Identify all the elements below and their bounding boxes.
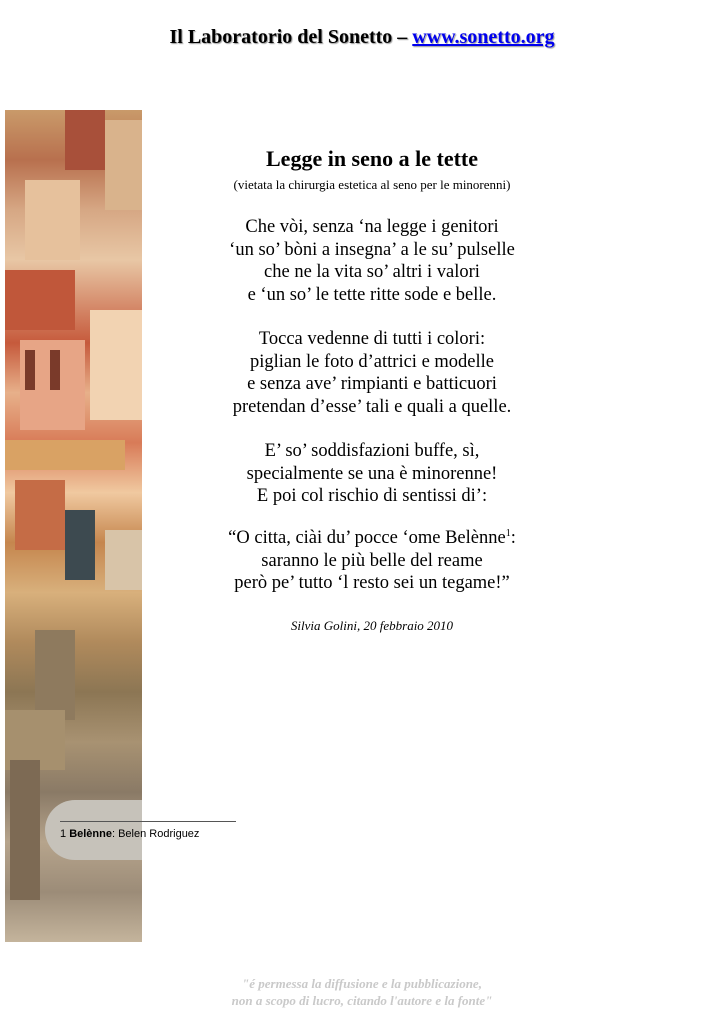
verse-line: ‘un so’ bòni a insegna’ a le su’ pulselle [229,239,515,260]
license-line: non a scopo di lucro, citando l'autore e la fonte" [231,993,493,1008]
footnote-number: 1 [60,828,67,840]
fresco-illustration [5,110,142,942]
stanza-1 [150,216,594,306]
verse-line: saranno le più belle del reame [261,550,483,571]
verse-line: che ne la vita so’ altri i valori [264,262,480,282]
verse-line: Che vòi, senza ‘na legge i genitori [245,217,499,237]
stanza-4 [150,527,594,595]
footnote-divider [60,821,236,822]
verse-line: però pe’ tutto ‘l resto sei un tegame!” [234,573,510,593]
verse-line: e senza ave’ rimpianti e batticuori [247,374,497,394]
header-title: Il Laboratorio del Sonetto – [169,26,413,48]
verse-line: E poi col rischio di sentissi di’: [256,486,488,506]
verse-line: E’ so’ soddisfazioni buffe, sì, [264,441,480,461]
license-notice [0,975,724,1009]
poem-title: Legge in seno a le tette [266,146,478,171]
footnote [60,828,199,840]
footnote-term: Belènne [69,828,112,840]
verse-punctuation: : [510,528,516,548]
footnote-marker[interactable]: 1 [505,527,511,539]
verse-line: specialmente se una è minorenne! [246,463,498,484]
verse-line: piglian le foto d’attrici e modelle [249,351,494,372]
license-line: "é permessa la diffusione e la pubblicazione, [242,976,482,991]
poem-subtitle: (vietata la chirurgia estetica al seno per le minorenni) [233,177,511,192]
verse-line: Tocca vedenne di tutti i colori: [258,329,486,349]
stanza-3 [150,440,594,508]
signature: Silvia Golini, 20 febbraio 2010 [290,618,454,633]
verse-line [150,527,594,550]
verse-line: e ‘un so’ le tette ritte sode e belle. [247,284,497,305]
stanza-2 [150,328,594,418]
page-header [0,26,724,49]
verse-text: “O citta, ciài du’ pocce ‘ome Belènne [228,528,506,548]
site-link[interactable]: www.sonetto.org [412,26,555,48]
verse-line: pretendan d’esse’ tali e quali a quelle. [232,396,512,417]
footnote-text: : Belen Rodriguez [111,828,200,840]
